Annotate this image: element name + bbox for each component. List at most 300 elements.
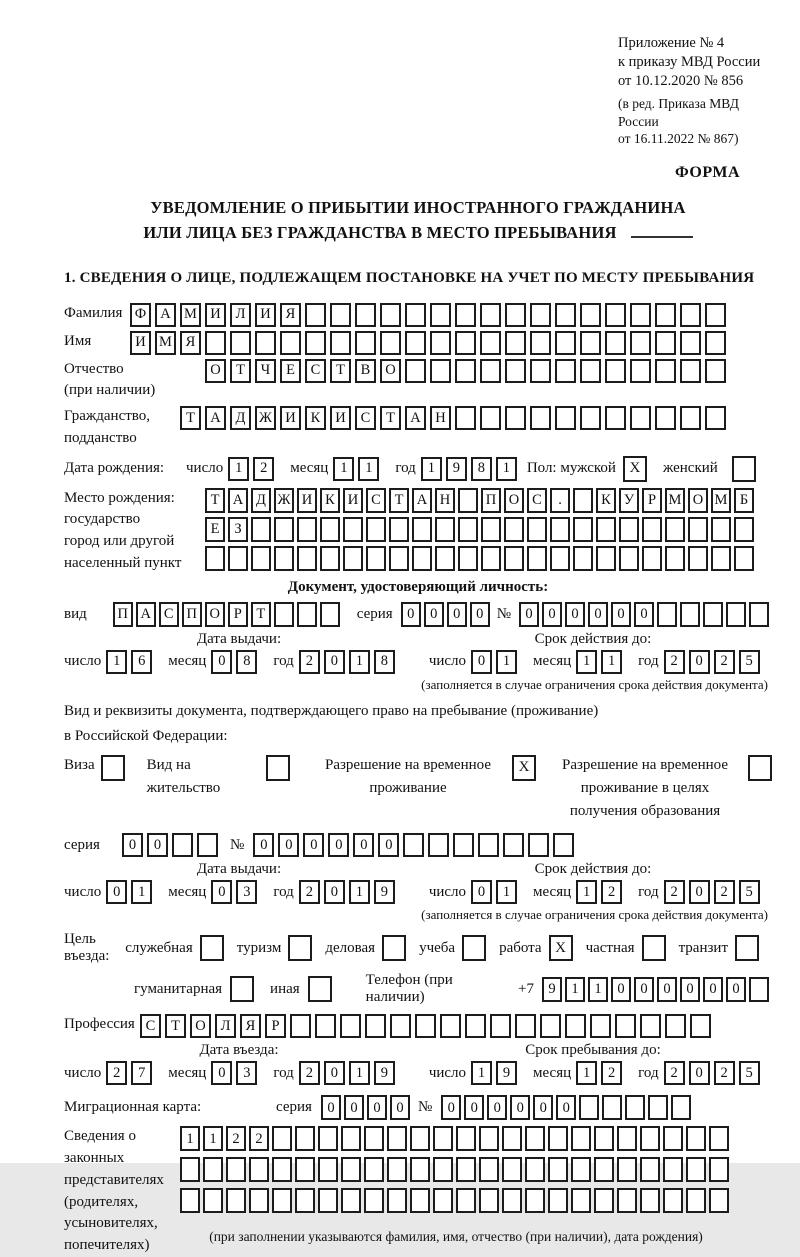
char-box[interactable]: 0 <box>519 602 539 627</box>
char-box[interactable]: 0 <box>211 650 232 674</box>
char-box[interactable] <box>203 1188 223 1213</box>
char-box[interactable] <box>548 1126 568 1151</box>
char-box[interactable] <box>297 546 317 571</box>
char-box[interactable] <box>295 1126 315 1151</box>
char-box[interactable] <box>249 1188 269 1213</box>
char-box[interactable]: 0 <box>147 833 168 857</box>
purpose-business-checkbox[interactable] <box>382 935 406 961</box>
char-box[interactable] <box>527 517 547 542</box>
char-box[interactable]: Б <box>734 488 754 513</box>
char-box[interactable] <box>305 303 326 327</box>
char-box[interactable] <box>596 517 616 542</box>
char-box[interactable]: 1 <box>496 880 517 904</box>
char-box[interactable]: . <box>550 488 570 513</box>
char-box[interactable]: 9 <box>542 977 562 1002</box>
char-box[interactable] <box>410 1188 430 1213</box>
char-box[interactable] <box>502 1188 522 1213</box>
char-box[interactable]: Ж <box>274 488 294 513</box>
char-box[interactable]: О <box>205 602 225 627</box>
char-box[interactable]: 0 <box>303 833 324 857</box>
char-box[interactable] <box>640 1188 660 1213</box>
char-box[interactable]: 2 <box>664 650 685 674</box>
char-box[interactable] <box>605 406 626 430</box>
char-box[interactable]: 0 <box>510 1095 530 1120</box>
char-box[interactable] <box>590 1014 611 1038</box>
char-box[interactable] <box>555 359 576 383</box>
char-box[interactable] <box>365 1014 386 1038</box>
char-box[interactable]: 1 <box>131 880 152 904</box>
char-box[interactable] <box>412 546 432 571</box>
char-box[interactable]: Т <box>230 359 251 383</box>
char-box[interactable]: 1 <box>349 1061 370 1085</box>
char-box[interactable] <box>505 406 526 430</box>
char-box[interactable] <box>455 331 476 355</box>
char-box[interactable]: 9 <box>446 457 467 481</box>
char-box[interactable]: М <box>711 488 731 513</box>
char-box[interactable] <box>274 517 294 542</box>
char-box[interactable] <box>435 546 455 571</box>
char-box[interactable]: 0 <box>122 833 143 857</box>
char-box[interactable] <box>734 517 754 542</box>
char-box[interactable]: 1 <box>576 650 597 674</box>
char-box[interactable]: 0 <box>611 977 631 1002</box>
char-box[interactable] <box>458 517 478 542</box>
char-box[interactable] <box>272 1157 292 1182</box>
temp-permit-checkbox[interactable]: X <box>512 755 536 781</box>
char-box[interactable]: 0 <box>211 1061 232 1085</box>
char-box[interactable]: 1 <box>106 650 127 674</box>
char-box[interactable] <box>480 406 501 430</box>
char-box[interactable] <box>387 1157 407 1182</box>
char-box[interactable]: З <box>228 517 248 542</box>
char-box[interactable] <box>280 331 301 355</box>
char-box[interactable] <box>205 546 225 571</box>
char-box[interactable]: 0 <box>542 602 562 627</box>
char-box[interactable] <box>387 1188 407 1213</box>
char-box[interactable] <box>456 1126 476 1151</box>
char-box[interactable] <box>688 546 708 571</box>
char-box[interactable] <box>680 303 701 327</box>
char-box[interactable]: 2 <box>714 1061 735 1085</box>
char-box[interactable] <box>172 833 193 857</box>
char-box[interactable] <box>504 517 524 542</box>
char-box[interactable] <box>320 546 340 571</box>
char-box[interactable] <box>648 1095 668 1120</box>
char-box[interactable] <box>364 1126 384 1151</box>
char-box[interactable]: О <box>205 359 226 383</box>
char-box[interactable]: С <box>140 1014 161 1038</box>
char-box[interactable] <box>705 331 726 355</box>
char-box[interactable] <box>389 517 409 542</box>
char-box[interactable]: 0 <box>344 1095 364 1120</box>
char-box[interactable] <box>226 1157 246 1182</box>
purpose-transit-checkbox[interactable] <box>735 935 759 961</box>
char-box[interactable] <box>456 1157 476 1182</box>
char-box[interactable] <box>505 331 526 355</box>
char-box[interactable] <box>410 1126 430 1151</box>
char-box[interactable]: 2 <box>664 880 685 904</box>
char-box[interactable] <box>642 546 662 571</box>
char-box[interactable]: 1 <box>601 650 622 674</box>
char-box[interactable]: А <box>136 602 156 627</box>
char-box[interactable]: Т <box>251 602 271 627</box>
char-box[interactable]: Р <box>228 602 248 627</box>
char-box[interactable]: 0 <box>441 1095 461 1120</box>
char-box[interactable] <box>525 1157 545 1182</box>
char-box[interactable] <box>605 331 626 355</box>
char-box[interactable]: 9 <box>374 880 395 904</box>
purpose-humanitarian-checkbox[interactable] <box>230 976 254 1002</box>
char-box[interactable] <box>709 1157 729 1182</box>
char-box[interactable]: К <box>320 488 340 513</box>
char-box[interactable] <box>553 833 574 857</box>
char-box[interactable]: Е <box>280 359 301 383</box>
char-box[interactable]: 0 <box>657 977 677 1002</box>
char-box[interactable]: 9 <box>374 1061 395 1085</box>
char-box[interactable] <box>230 331 251 355</box>
char-box[interactable]: 2 <box>253 457 274 481</box>
char-box[interactable]: 3 <box>236 880 257 904</box>
char-box[interactable] <box>251 546 271 571</box>
char-box[interactable]: А <box>228 488 248 513</box>
char-box[interactable] <box>705 359 726 383</box>
char-box[interactable] <box>255 331 276 355</box>
char-box[interactable] <box>686 1188 706 1213</box>
char-box[interactable] <box>479 1126 499 1151</box>
char-box[interactable]: О <box>190 1014 211 1038</box>
char-box[interactable] <box>749 977 769 1002</box>
char-box[interactable] <box>625 1095 645 1120</box>
char-box[interactable] <box>228 546 248 571</box>
char-box[interactable] <box>435 517 455 542</box>
char-box[interactable]: 1 <box>496 650 517 674</box>
char-box[interactable] <box>734 546 754 571</box>
char-box[interactable] <box>630 406 651 430</box>
char-box[interactable] <box>318 1188 338 1213</box>
char-box[interactable] <box>433 1157 453 1182</box>
char-box[interactable] <box>479 1188 499 1213</box>
char-box[interactable] <box>480 359 501 383</box>
char-box[interactable] <box>380 303 401 327</box>
char-box[interactable] <box>655 303 676 327</box>
char-box[interactable] <box>433 1126 453 1151</box>
char-box[interactable]: 0 <box>533 1095 553 1120</box>
char-box[interactable] <box>548 1157 568 1182</box>
purpose-work-checkbox[interactable]: X <box>549 935 573 961</box>
char-box[interactable] <box>343 546 363 571</box>
char-box[interactable] <box>573 517 593 542</box>
char-box[interactable]: И <box>255 303 276 327</box>
char-box[interactable]: 0 <box>487 1095 507 1120</box>
char-box[interactable] <box>205 331 226 355</box>
char-box[interactable]: 2 <box>299 650 320 674</box>
char-box[interactable] <box>655 331 676 355</box>
char-box[interactable] <box>478 833 499 857</box>
char-box[interactable] <box>318 1157 338 1182</box>
char-box[interactable] <box>688 517 708 542</box>
char-box[interactable] <box>573 488 593 513</box>
char-box[interactable] <box>530 331 551 355</box>
char-box[interactable] <box>415 1014 436 1038</box>
char-box[interactable]: 3 <box>236 1061 257 1085</box>
char-box[interactable] <box>528 833 549 857</box>
char-box[interactable]: 0 <box>211 880 232 904</box>
char-box[interactable]: Т <box>389 488 409 513</box>
char-box[interactable]: 1 <box>588 977 608 1002</box>
char-box[interactable] <box>555 303 576 327</box>
char-box[interactable] <box>480 331 501 355</box>
char-box[interactable] <box>180 1188 200 1213</box>
char-box[interactable]: Т <box>205 488 225 513</box>
char-box[interactable]: О <box>380 359 401 383</box>
char-box[interactable]: У <box>619 488 639 513</box>
char-box[interactable]: С <box>305 359 326 383</box>
char-box[interactable] <box>709 1188 729 1213</box>
char-box[interactable] <box>405 359 426 383</box>
char-box[interactable]: 0 <box>324 650 345 674</box>
char-box[interactable]: 0 <box>378 833 399 857</box>
char-box[interactable] <box>640 1014 661 1038</box>
char-box[interactable] <box>366 517 386 542</box>
char-box[interactable]: 0 <box>588 602 608 627</box>
char-box[interactable] <box>430 331 451 355</box>
char-box[interactable]: 7 <box>131 1061 152 1085</box>
sex-male-checkbox[interactable]: X <box>623 456 647 482</box>
char-box[interactable] <box>272 1188 292 1213</box>
char-box[interactable]: С <box>355 406 376 430</box>
char-box[interactable]: Д <box>251 488 271 513</box>
char-box[interactable]: О <box>504 488 524 513</box>
char-box[interactable]: С <box>159 602 179 627</box>
char-box[interactable]: 0 <box>689 650 710 674</box>
char-box[interactable]: 0 <box>634 602 654 627</box>
char-box[interactable]: 6 <box>131 650 152 674</box>
char-box[interactable]: Ф <box>130 303 151 327</box>
char-box[interactable] <box>580 406 601 430</box>
char-box[interactable] <box>226 1188 246 1213</box>
char-box[interactable] <box>571 1126 591 1151</box>
char-box[interactable]: 0 <box>471 650 492 674</box>
char-box[interactable] <box>550 546 570 571</box>
char-box[interactable] <box>630 359 651 383</box>
char-box[interactable]: 2 <box>249 1126 269 1151</box>
char-box[interactable] <box>617 1126 637 1151</box>
char-box[interactable]: 0 <box>401 602 421 627</box>
edu-permit-checkbox[interactable] <box>748 755 772 781</box>
char-box[interactable] <box>481 546 501 571</box>
char-box[interactable] <box>180 1157 200 1182</box>
char-box[interactable]: И <box>205 303 226 327</box>
char-box[interactable] <box>525 1188 545 1213</box>
char-box[interactable]: С <box>527 488 547 513</box>
char-box[interactable] <box>571 1157 591 1182</box>
char-box[interactable]: М <box>665 488 685 513</box>
char-box[interactable]: Л <box>230 303 251 327</box>
char-box[interactable] <box>405 331 426 355</box>
char-box[interactable] <box>343 517 363 542</box>
char-box[interactable] <box>341 1126 361 1151</box>
char-box[interactable]: Н <box>435 488 455 513</box>
char-box[interactable] <box>711 546 731 571</box>
char-box[interactable] <box>548 1188 568 1213</box>
char-box[interactable] <box>663 1126 683 1151</box>
char-box[interactable]: 0 <box>464 1095 484 1120</box>
char-box[interactable] <box>726 602 746 627</box>
char-box[interactable] <box>503 833 524 857</box>
char-box[interactable] <box>705 303 726 327</box>
char-box[interactable]: И <box>297 488 317 513</box>
char-box[interactable] <box>295 1157 315 1182</box>
char-box[interactable]: В <box>355 359 376 383</box>
char-box[interactable] <box>615 1014 636 1038</box>
char-box[interactable] <box>330 303 351 327</box>
char-box[interactable]: П <box>481 488 501 513</box>
char-box[interactable]: Я <box>280 303 301 327</box>
char-box[interactable] <box>355 303 376 327</box>
char-box[interactable] <box>433 1188 453 1213</box>
char-box[interactable] <box>465 1014 486 1038</box>
char-box[interactable] <box>502 1126 522 1151</box>
char-box[interactable] <box>480 303 501 327</box>
char-box[interactable]: Я <box>180 331 201 355</box>
char-box[interactable] <box>630 331 651 355</box>
char-box[interactable]: А <box>155 303 176 327</box>
char-box[interactable] <box>295 1188 315 1213</box>
char-box[interactable] <box>203 1157 223 1182</box>
char-box[interactable]: Л <box>215 1014 236 1038</box>
char-box[interactable]: 2 <box>106 1061 127 1085</box>
purpose-private-checkbox[interactable] <box>642 935 666 961</box>
char-box[interactable] <box>663 1188 683 1213</box>
char-box[interactable] <box>680 359 701 383</box>
char-box[interactable]: О <box>688 488 708 513</box>
char-box[interactable] <box>680 406 701 430</box>
char-box[interactable]: 0 <box>253 833 274 857</box>
residence-permit-checkbox[interactable] <box>266 755 290 781</box>
char-box[interactable]: 0 <box>689 1061 710 1085</box>
char-box[interactable] <box>456 1188 476 1213</box>
char-box[interactable] <box>594 1188 614 1213</box>
char-box[interactable]: 2 <box>226 1126 246 1151</box>
char-box[interactable]: 2 <box>299 1061 320 1085</box>
char-box[interactable]: Т <box>380 406 401 430</box>
char-box[interactable] <box>390 1014 411 1038</box>
char-box[interactable] <box>305 331 326 355</box>
char-box[interactable]: А <box>405 406 426 430</box>
char-box[interactable] <box>619 546 639 571</box>
char-box[interactable] <box>315 1014 336 1038</box>
char-box[interactable] <box>605 359 626 383</box>
char-box[interactable]: 0 <box>703 977 723 1002</box>
char-box[interactable] <box>251 517 271 542</box>
char-box[interactable]: 1 <box>228 457 249 481</box>
char-box[interactable]: С <box>366 488 386 513</box>
char-box[interactable] <box>272 1126 292 1151</box>
char-box[interactable]: И <box>330 406 351 430</box>
char-box[interactable]: 9 <box>496 1061 517 1085</box>
char-box[interactable] <box>630 303 651 327</box>
char-box[interactable] <box>640 1157 660 1182</box>
char-box[interactable] <box>455 303 476 327</box>
char-box[interactable]: Ж <box>255 406 276 430</box>
char-box[interactable] <box>690 1014 711 1038</box>
char-box[interactable] <box>527 546 547 571</box>
char-box[interactable]: 8 <box>236 650 257 674</box>
char-box[interactable] <box>340 1014 361 1038</box>
char-box[interactable]: 2 <box>601 880 622 904</box>
purpose-other-checkbox[interactable] <box>308 976 332 1002</box>
char-box[interactable] <box>665 1014 686 1038</box>
char-box[interactable]: 1 <box>565 977 585 1002</box>
char-box[interactable] <box>481 517 501 542</box>
char-box[interactable] <box>505 303 526 327</box>
visa-checkbox[interactable] <box>101 755 125 781</box>
char-box[interactable]: 1 <box>576 880 597 904</box>
char-box[interactable] <box>686 1157 706 1182</box>
char-box[interactable]: И <box>130 331 151 355</box>
char-box[interactable] <box>197 833 218 857</box>
char-box[interactable] <box>330 331 351 355</box>
char-box[interactable] <box>550 517 570 542</box>
char-box[interactable]: 1 <box>496 457 517 481</box>
char-box[interactable]: 5 <box>739 880 760 904</box>
char-box[interactable]: 0 <box>424 602 444 627</box>
char-box[interactable]: 2 <box>601 1061 622 1085</box>
char-box[interactable]: А <box>205 406 226 430</box>
char-box[interactable] <box>479 1157 499 1182</box>
char-box[interactable] <box>596 546 616 571</box>
char-box[interactable]: 0 <box>324 880 345 904</box>
char-box[interactable]: 1 <box>576 1061 597 1085</box>
char-box[interactable] <box>530 359 551 383</box>
char-box[interactable] <box>540 1014 561 1038</box>
purpose-study-checkbox[interactable] <box>462 935 486 961</box>
char-box[interactable] <box>320 517 340 542</box>
char-box[interactable]: 8 <box>471 457 492 481</box>
char-box[interactable]: Т <box>165 1014 186 1038</box>
sex-female-checkbox[interactable] <box>732 456 756 482</box>
char-box[interactable]: Д <box>230 406 251 430</box>
char-box[interactable] <box>680 602 700 627</box>
char-box[interactable]: П <box>113 602 133 627</box>
char-box[interactable] <box>341 1188 361 1213</box>
char-box[interactable] <box>580 359 601 383</box>
char-box[interactable] <box>387 1126 407 1151</box>
char-box[interactable]: Е <box>205 517 225 542</box>
char-box[interactable]: К <box>305 406 326 430</box>
char-box[interactable] <box>430 359 451 383</box>
char-box[interactable]: 0 <box>689 880 710 904</box>
char-box[interactable]: К <box>596 488 616 513</box>
char-box[interactable] <box>455 359 476 383</box>
char-box[interactable] <box>290 1014 311 1038</box>
char-box[interactable]: 5 <box>739 1061 760 1085</box>
char-box[interactable]: 1 <box>349 880 370 904</box>
char-box[interactable] <box>525 1126 545 1151</box>
char-box[interactable]: 5 <box>739 650 760 674</box>
char-box[interactable] <box>355 331 376 355</box>
char-box[interactable]: 2 <box>714 650 735 674</box>
char-box[interactable] <box>657 602 677 627</box>
char-box[interactable]: 0 <box>556 1095 576 1120</box>
char-box[interactable] <box>453 833 474 857</box>
char-box[interactable] <box>530 303 551 327</box>
char-box[interactable]: 0 <box>324 1061 345 1085</box>
char-box[interactable] <box>665 546 685 571</box>
char-box[interactable]: Я <box>240 1014 261 1038</box>
char-box[interactable] <box>403 833 424 857</box>
char-box[interactable]: Ч <box>255 359 276 383</box>
